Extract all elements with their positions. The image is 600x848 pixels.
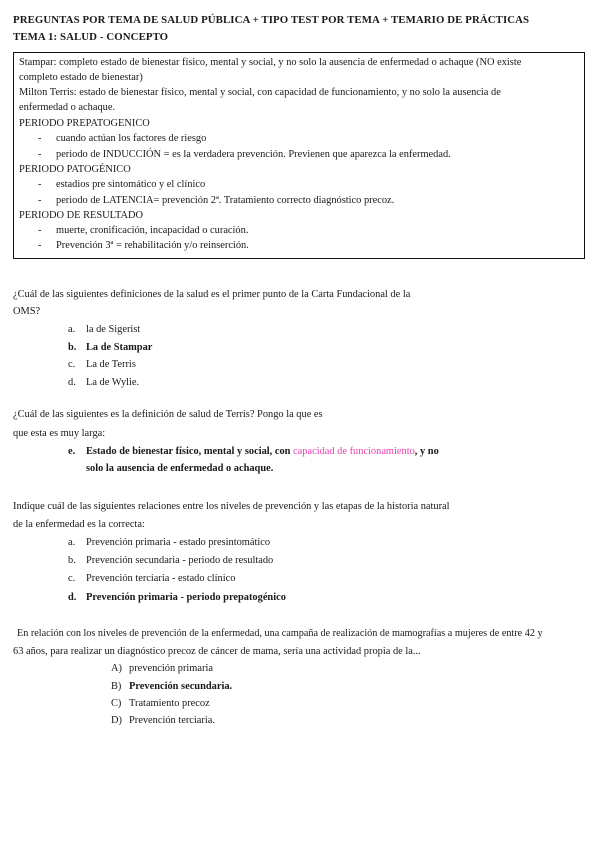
option-label: c. xyxy=(68,359,76,370)
answer-text: , y no xyxy=(414,446,439,457)
q1-option-c xyxy=(68,359,136,370)
page-title: PREGUNTAS POR TEMA DE SALUD PÚBLICA + TIPO TEST POR TEMA + TEMARIO DE PRÁCTICAS xyxy=(13,14,530,26)
prepatogenic-heading: PERIODO PREPATOGENICO xyxy=(19,118,150,129)
bullet-dash: - xyxy=(38,149,42,160)
option-text: Prevención primaria - periodo prepatogénico xyxy=(86,592,286,603)
q4-option-b-correct xyxy=(111,681,232,692)
answer-text: Estado de bienestar físico, mental y social, con xyxy=(86,446,294,457)
question-2-line-1: ¿Cuál de las siguientes es la definición de salud de Terris? Pongo la que es xyxy=(13,409,323,420)
prepatogenic-item: periodo de INDUCCIÓN = es la verdadera prevención. Previenen que aparezca la enfermedad. xyxy=(56,149,451,160)
option-text: La de Stampar xyxy=(86,342,153,353)
bullet-dash: - xyxy=(38,240,42,251)
q2-answer-line-1 xyxy=(68,446,439,457)
question-4-line-2: 63 años, para realizar un diagnóstico precoz de cáncer de mama, sería una actividad propia de la... xyxy=(13,646,421,657)
resultado-item: muerte, cronificación, incapacidad o curación. xyxy=(56,225,249,236)
q4-option-a xyxy=(111,663,213,674)
stampar-definition-line-2: completo estado de bienestar) xyxy=(19,72,143,83)
stampar-definition-line-1: Stampar: completo estado de bienestar físico, mental y social, y no solo la ausencia de enfermedad o achaque (NO existe xyxy=(19,57,522,68)
section-subtitle: TEMA 1: SALUD - CONCEPTO xyxy=(13,31,169,43)
option-text: La de Wylie. xyxy=(86,377,140,388)
terris-definition-line-2: enfermedad o achaque. xyxy=(19,102,116,113)
question-1-line-2: OMS? xyxy=(13,306,41,317)
q1-option-b-correct xyxy=(68,342,152,353)
option-label: B) xyxy=(111,681,122,692)
option-label: C) xyxy=(111,698,122,709)
patogenic-item: estadios pre sintomático y el clínico xyxy=(56,179,206,190)
option-label: A) xyxy=(111,663,122,674)
option-label: b. xyxy=(68,555,76,566)
question-4-line-1: En relación con los niveles de prevención de la enfermedad, una campaña de realización de mamografías a mujeres de entre 42 y xyxy=(17,628,543,639)
q1-option-d xyxy=(68,377,139,388)
option-label: b. xyxy=(68,342,77,353)
option-label: a. xyxy=(68,537,76,548)
q2-answer-line-2: solo la ausencia de enfermedad o achaque. xyxy=(86,463,274,474)
resultado-heading: PERIODO DE RESULTADO xyxy=(19,210,144,221)
question-3-line-2: de la enfermedad es la correcta: xyxy=(13,519,145,530)
patogenic-item: periodo de LATENCIA= prevención 2ª. Tratamiento correcto diagnóstico precoz. xyxy=(56,195,395,206)
option-text: Prevención primaria - estado presintomático xyxy=(86,537,271,548)
option-text: Prevención secundaria - periodo de resultado xyxy=(86,555,274,566)
q3-option-b xyxy=(68,555,273,566)
bullet-dash: - xyxy=(38,179,42,190)
q3-option-a xyxy=(68,537,270,548)
resultado-item: Prevención 3ª = rehabilitación y/o reinserción. xyxy=(56,240,249,251)
option-text: Tratamiento precoz xyxy=(129,698,210,709)
option-text: la de Sigerist xyxy=(86,324,141,335)
option-label: d. xyxy=(68,592,77,603)
q3-option-d-correct xyxy=(68,592,286,603)
bullet-dash: - xyxy=(38,195,42,206)
question-3-line-1: Indique cuál de las siguientes relaciones entre los niveles de prevención y las etapas de la historia natural xyxy=(13,501,450,512)
option-label: e. xyxy=(68,446,76,457)
option-label: D) xyxy=(111,715,122,726)
option-text: La de Terris xyxy=(86,359,136,370)
option-text: prevención primaria xyxy=(129,663,213,674)
patogenic-heading: PERIODO PATOGÉNICO xyxy=(19,164,131,175)
prepatogenic-item: cuando actúan los factores de riesgo xyxy=(56,133,207,144)
option-label: d. xyxy=(68,377,76,388)
q4-option-d xyxy=(111,715,215,726)
q4-option-c xyxy=(111,698,210,709)
option-label: c. xyxy=(68,573,76,584)
q3-option-c xyxy=(68,573,235,584)
bullet-dash: - xyxy=(38,133,42,144)
terris-definition-line-1: Milton Terris: estado de bienestar físico, mental y social, con capacidad de funcionamiento, y no solo la ausencia de xyxy=(19,87,501,98)
bullet-dash: - xyxy=(38,225,42,236)
option-text: Prevención terciaria - estado clínico xyxy=(86,573,236,584)
q1-option-a xyxy=(68,324,140,335)
question-2-line-2: que esta es muy larga: xyxy=(13,428,106,439)
option-label: a. xyxy=(68,324,76,335)
option-text: Prevención secundaria. xyxy=(129,681,233,692)
question-1-line-1: ¿Cuál de las siguientes definiciones de la salud es el primer punto de la Carta Fundacional de la xyxy=(13,289,411,300)
highlighted-text: capacidad de funcionamiento xyxy=(293,446,415,457)
option-text: Prevención terciaria. xyxy=(129,715,215,726)
